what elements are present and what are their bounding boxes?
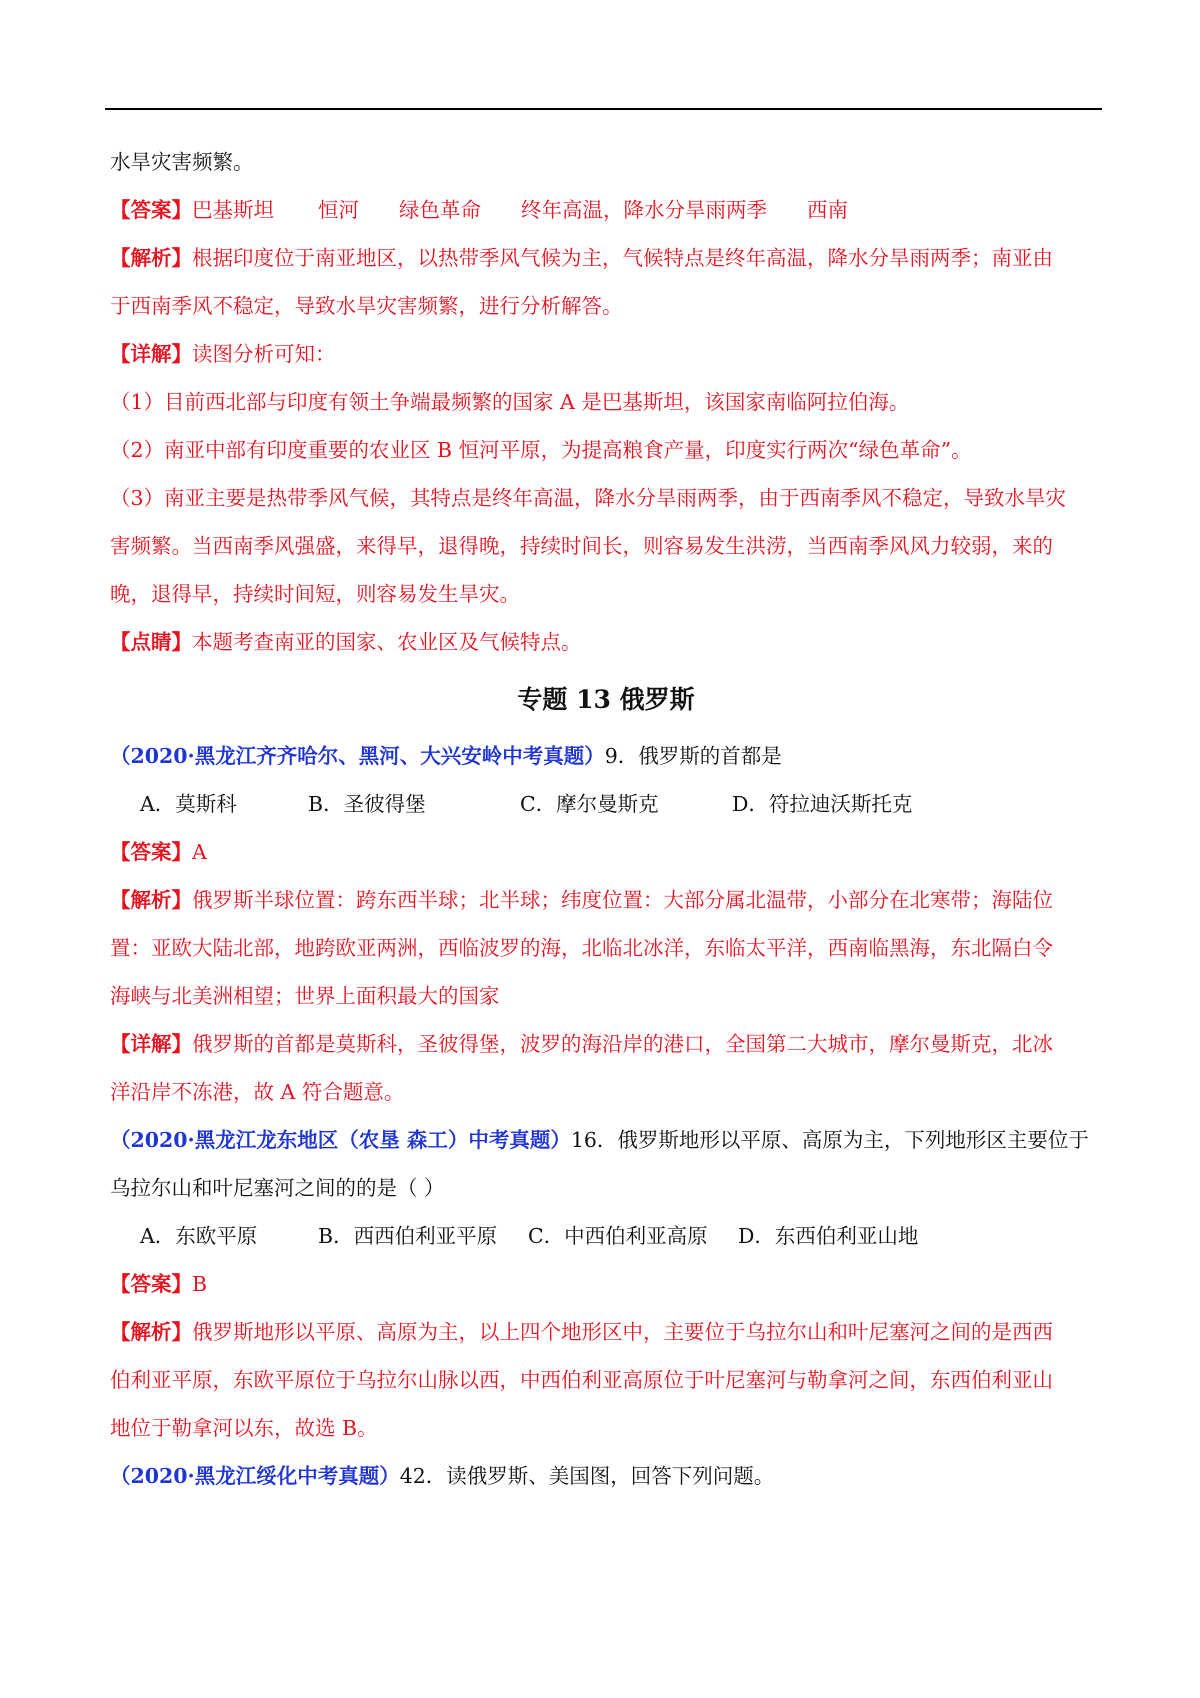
question-42-stem — [110, 1452, 1102, 1500]
question-9-stem — [110, 732, 1102, 780]
answer-tag: 【答案】 — [110, 840, 192, 864]
detail-text: 洋沿岸不冻港，故 A 符合题意。 — [110, 1080, 405, 1104]
detail-tag: 【详解】 — [110, 342, 192, 366]
continuation-text: 水旱灾害频繁。 — [110, 150, 254, 174]
detail-item-3 — [110, 474, 1102, 618]
question-9-answer — [110, 828, 1102, 876]
analysis-text: 置：亚欧大陆北部，地跨欧亚两洲，西临波罗的海，北临北冰洋，东临太平洋，西南临黑海，东北隔白令 — [110, 936, 1053, 960]
answer-line — [110, 186, 1102, 234]
analysis-text: 根据印度位于南亚地区，以热带季风气候为主，气候特点是终年高温，降水分旱雨两季；南亚由 — [192, 246, 1053, 270]
answer-value: B — [192, 1272, 208, 1296]
detail-text: 晚，退得早，持续时间短，则容易发生旱灾。 — [110, 582, 520, 606]
answer-item: 终年高温，降水分旱雨两季 — [521, 198, 767, 222]
option-b: B．西西伯利亚平原 — [318, 1224, 498, 1248]
question-16-options — [110, 1212, 1102, 1260]
point-text: 本题考查南亚的国家、农业区及气候特点。 — [192, 630, 582, 654]
detail-tag: 【详解】 — [110, 1032, 192, 1056]
option-c: C．中西伯利亚高原 — [528, 1224, 708, 1248]
detail-text: 俄罗斯的首都是莫斯科，圣彼得堡，波罗的海沿岸的港口，全国第二大城市，摩尔曼斯克，北冰 — [192, 1032, 1053, 1056]
question-source: （2020·黑龙江龙东地区（农垦 森工）中考真题） — [110, 1128, 571, 1152]
analysis-tag: 【解析】 — [110, 1320, 192, 1344]
analysis-text: 俄罗斯半球位置：跨东西半球；北半球；纬度位置：大部分属北温带，小部分在北寒带；海陆位 — [192, 888, 1053, 912]
section-title: 专题 13 俄罗斯 — [517, 685, 695, 714]
answer-tag: 【答案】 — [110, 198, 192, 222]
question-9-analysis — [110, 876, 1102, 1020]
question-text: 16．俄罗斯地形以平原、高原为主，下列地形区主要位于 — [570, 1128, 1089, 1152]
analysis-text: 伯利亚平原，东欧平原位于乌拉尔山脉以西，中西伯利亚高原位于叶尼塞河与勒拿河之间，东西伯利亚山 — [110, 1368, 1053, 1392]
analysis-tag: 【解析】 — [110, 246, 192, 270]
question-16-answer — [110, 1260, 1102, 1308]
detail-item-1: （1）目前西北部与印度有领土争端最频繁的国家 A 是巴基斯坦，该国家南临阿拉伯海。 — [110, 390, 910, 414]
answer-item: 西南 — [807, 198, 848, 222]
document-body — [110, 138, 1102, 1500]
answer-value: A — [192, 840, 207, 864]
point-tag: 【点睛】 — [110, 630, 192, 654]
option-b: B．圣彼得堡 — [308, 792, 426, 816]
question-text: 9．俄罗斯的首都是 — [604, 744, 782, 768]
question-16-analysis — [110, 1308, 1102, 1452]
analysis-tag: 【解析】 — [110, 888, 192, 912]
answer-item: 巴基斯坦 — [192, 198, 274, 222]
answer-tag: 【答案】 — [110, 1272, 192, 1296]
detail-text: （3）南亚主要是热带季风气候，其特点是终年高温，降水分旱雨两季，由于西南季风不稳定，导致水旱灾 — [110, 486, 1067, 510]
question-9-detail — [110, 1020, 1102, 1116]
header-rule — [105, 108, 1102, 110]
analysis-text: 于西南季风不稳定，导致水旱灾害频繁，进行分析解答。 — [110, 294, 623, 318]
answer-item: 绿色革命 — [399, 198, 481, 222]
option-a: A．东欧平原 — [140, 1224, 258, 1248]
option-c: C．摩尔曼斯克 — [520, 792, 659, 816]
option-a: A．莫斯科 — [140, 792, 237, 816]
option-d: D．符拉迪沃斯托克 — [732, 792, 913, 816]
option-d: D．东西伯利亚山地 — [738, 1224, 919, 1248]
question-text: 42．读俄罗斯、美国图，回答下列问题。 — [399, 1464, 775, 1488]
detail-text: 读图分析可知： — [192, 342, 336, 366]
analysis-text: 海峡与北美洲相望；世界上面积最大的国家 — [110, 984, 500, 1008]
detail-item-2: （2）南亚中部有印度重要的农业区 B 恒河平原，为提高粮食产量，印度实行两次“绿色革命”。 — [110, 438, 972, 462]
question-16-stem — [110, 1116, 1102, 1212]
question-source: （2020·黑龙江绥化中考真题） — [110, 1464, 400, 1488]
answer-item: 恒河 — [318, 198, 359, 222]
detail-intro — [110, 330, 1102, 378]
detail-text: 害频繁。当西南季风强盛，来得早，退得晚，持续时间长，则容易发生洪涝，当西南季风风力较弱，来的 — [110, 534, 1053, 558]
question-9-options — [110, 780, 1102, 828]
question-source: （2020·黑龙江齐齐哈尔、黑河、大兴安岭中考真题） — [110, 744, 605, 768]
analysis-paragraph — [110, 234, 1102, 330]
analysis-text: 地位于勒拿河以东，故选 B。 — [110, 1416, 378, 1440]
question-text: 乌拉尔山和叶尼塞河之间的的是（ ） — [110, 1176, 445, 1200]
point-line — [110, 618, 1102, 666]
analysis-text: 俄罗斯地形以平原、高原为主，以上四个地形区中，主要位于乌拉尔山和叶尼塞河之间的是西西 — [192, 1320, 1053, 1344]
